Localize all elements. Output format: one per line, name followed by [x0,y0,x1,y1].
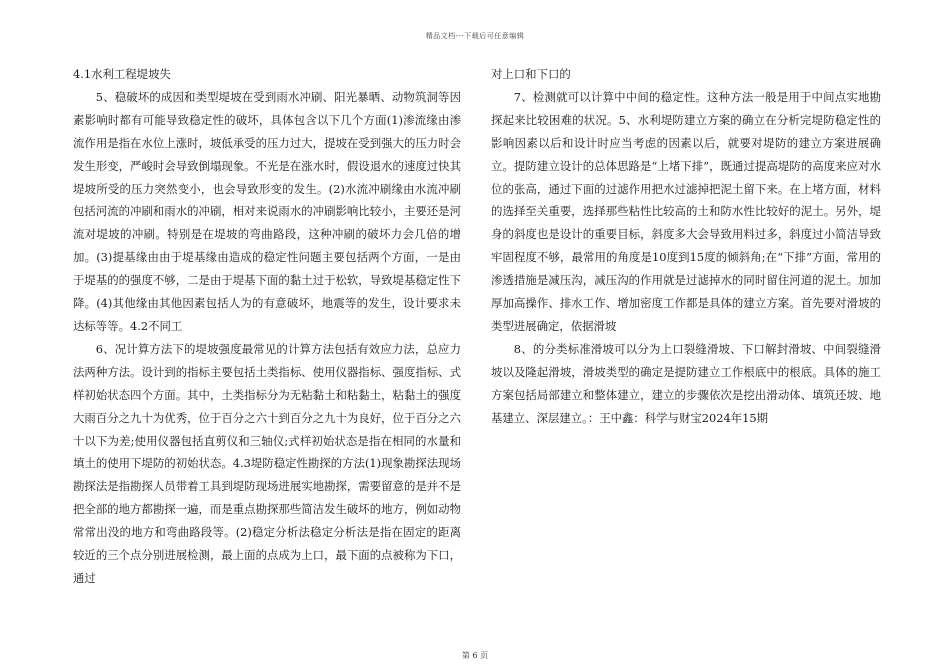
right-column [491,63,881,430]
section-heading: 4.1水利工程堤坡失 [73,67,171,81]
paragraph-5: 5、稳破坏的成因和类型堤坡在受到雨水冲刷、阳光暴晒、动物筑洞等因素影响时都有可能导致稳定性的破坏，具体包含以下几个方面(1)渗流缘由渗流作用是指在水位上涨时，坡低承受的压力过大，提坡在受到强大的压力时会发生形变，严峻时会导致倒塌现象。不光是在涨水时，假设退水的速度过快其堤坡所受的压力突然变小，也会导致形变的发生。(2)水流冲刷缘由水流冲刷包括河流的冲刷和雨水的冲刷，相对来说雨水的冲刷影响比较小，主要还是河流对堤坡的冲刷。特别是在堤坡的弯曲路段，这种冲刷的破坏力会几倍的增加。(3)提基缘由由于堤基缘由造成的稳定性问题主要包括两个方面，一是由于堤基的的强度不够，二是由于堤基下面的黏土过于松软，导致堤基稳定性下降。(4)其他缘由其他因素包括人为的有意破坏，地震等的发生，设计要求未达标等等。4.2不同工 [73,89,461,333]
page-number: 第 6 页 [461,651,489,660]
paragraph-7: 7、检测就可以计算中中间的稳定性。这种方法一般是用于中间点实地勘探起来比较困难的状况。5、水利堤防建立方案的确立在分析完堤防稳定性的影响因素以后和设计时应当考虑的因素以后，就要对堤防的建立方案进展确立。提防建立设计的总体思路是“上堵下排”，既通过提高堤防的高度来应对水位的张高，通过下面的过滤作用把水过滤掉把泥土留下来。在上堵方面，材料的选择至关重要，选择那些粘性比较高的土和防水性比较好的泥土。另外，堤身的斜度也是设计的重要目标，斜度多大会导致用料过多，斜度过小简洁导致牢固程度不够，最常用的角度是10度到15度的倾斜角;在“下排”方面，常用的渗透措施是减压沟，减压沟的作用就是过滤掉水的同时留住河道的泥土。加加厚加高操作、排水工作、增加密度工作都是具体的建立方案。首先要对滑坡的类型进展确定，依据滑坡 [491,89,881,333]
paragraph-8: 8、的分类标准滑坡可以分为上口裂缝滑坡、下口解封滑坡、中间裂缝滑坡以及隆起滑坡，滑坡类型的确定是提防建立工作根底中的根底。具体的施工方案包括局部建立和整体建立，建立的步骤依次是挖出滑动体、填筑还坡、地基建立、深层建立。：王中鑫：科学与财宝2024年15期 [491,341,881,425]
left-column [73,63,461,590]
page-header: 精品文档---下载后可任意编辑 [425,32,525,40]
paragraph-6: 6、况计算方法下的堤坡强度最常见的计算方法包括有效应力法，总应力法两种方法。设计到的指标主要包括土类指标、使用仪器指标、强度指标、式样初始状态四个方面。其中，土类指标分为无粘黏土和粘黏土，粘黏土的强度大雨百分之九十为优秀，位于百分之六十到百分之九十为良好，位于百分之六十以下为差;使用仪器包括直剪仪和三轴仪;式样初始状态是指在相同的水量和填土的使用下堤防的初始状态。4.3堤防稳定性勘探的方法(1)现象勘探法现场勘探法是指勘探人员带着工具到堤防现场进展实地勘探，需要留意的是并不是把全部的地方都勘探一遍，而是重点勘探那些简洁发生破坏的地方，例如动物常常出没的地方和弯曲路段等。(2)稳定分析法稳定分析法是指在固定的距离较近的三个点分别进展检测，最上面的点成为上口，最下面的点被称为下口，通过 [73,341,461,585]
continuation-line: 对上口和下口的 [491,67,571,81]
